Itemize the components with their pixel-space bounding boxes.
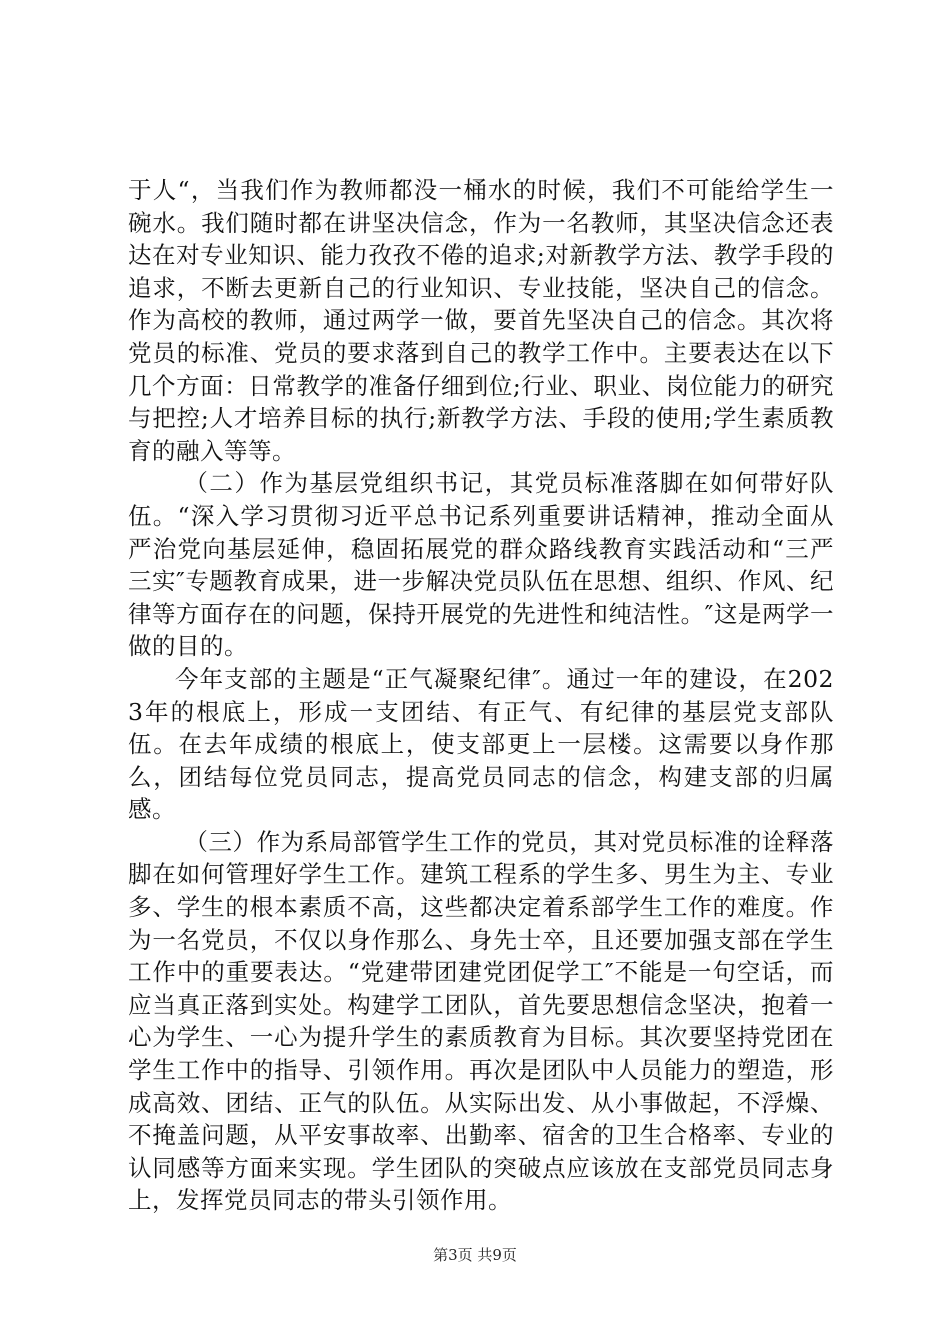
document-body [128,174,834,1217]
paragraph-continuation: 于人“，当我们作为教师都没一桶水的时候，我们不可能给学生一碗水。我们随时都在讲坚决信念，作为一名教师，其坚决信念还表达在对专业知识、能力孜孜不倦的追求;对新教学方法、教学手段的追求，不断去更新自己的行业知识、专业技能，坚决自己的信念。作为高校的教师，通过两学一做，要首先坚决自己的信念。其次将党员的标准、党员的要求落到自己的教学工作中。主要表达在以下几个方面：日常教学的准备仔细到位;行业、职业、岗位能力的研究与把控;人才培养目标的执行;新教学方法、手段的使用;学生素质教育的融入等等。 [128,176,834,465]
paragraph-party-secretary: （二）作为基层党组织书记，其党员标准落脚在如何带好队伍。“深入学习贯彻习近平总书记系列重要讲话精神，推动全面从严治党向基层延伸，稳固拓展党的群众路线教育实践活动和“三严三实″专题教育成果，进一步解决党员队伍在思想、组织、作风、纪律等方面存在的问题，保持开展党的先进性和纯洁性。″这是两学一做的目的。 [128,469,834,661]
page-number-footer: 第3页 共9页 [433,1246,517,1264]
paragraph-student-work: （三）作为系局部管学生工作的党员，其对党员标准的诠释落脚在如何管理好学生工作。建筑工程系的学生多、男生为主、专业多、学生的根本素质不高，这些都决定着系部学生工作的难度。作为一名党员，不仅以身作那么、身先士卒，且还要加强支部在学生工作中的重要表达。“党建带团建党团促学工″不能是一句空话，而应当真正落到实处。构建学工团队，首先要思想信念坚决，抱着一心为学生、一心为提升学生的素质教育为目标。其次要坚持党团在学生工作中的指导、引领作用。再次是团队中人员能力的塑造，形成高效、团结、正气的队伍。从实际出发、从小事做起，不浮燥、不掩盖问题，从平安事故率、出勤率、宿舍的卫生合格率、专业的认同感等方面来实现。学生团队的突破点应该放在支部党员同志身上，发挥党员同志的带头引领作用。 [128,827,834,1215]
paragraph-branch-theme: 今年支部的主题是“正气凝聚纪律″。通过一年的建设，在2023年的根底上，形成一支团结、有正气、有纪律的基层党支部队伍。在去年成绩的根底上，使支部更上一层楼。这需要以身作那么，团结每位党员同志，提高党员同志的信念，构建支部的归属感。 [128,664,834,824]
